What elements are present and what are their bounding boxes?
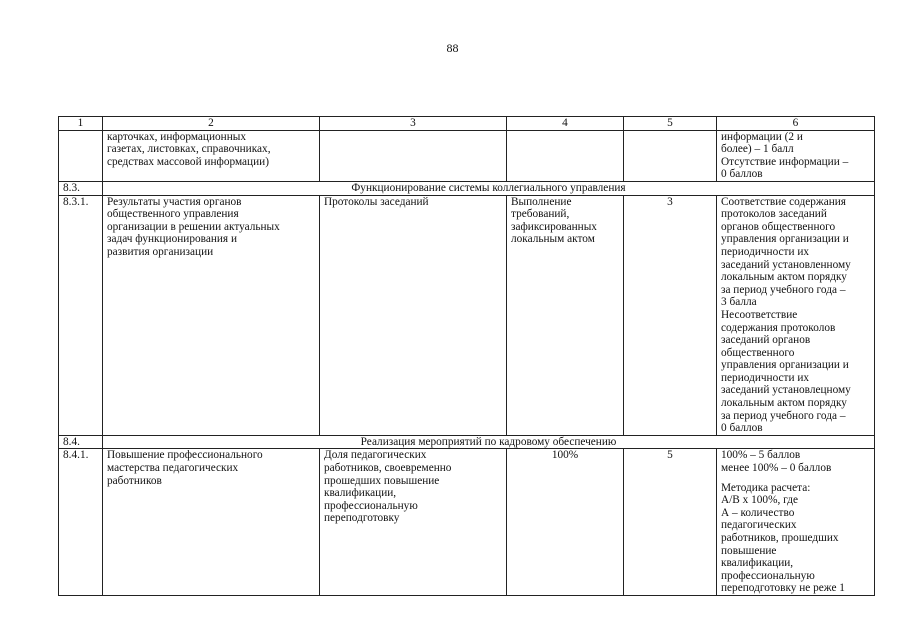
row-max-score: 3 <box>624 195 717 435</box>
header-col-1: 1 <box>59 117 103 131</box>
header-col-3: 3 <box>320 117 507 131</box>
table-row-8-4-1 <box>59 449 875 596</box>
section-number: 8.3. <box>59 181 103 195</box>
section-number: 8.4. <box>59 435 103 449</box>
continuation-indicator: карточках, информационных газетах, листовках, справочниках, средствах массовой информации) <box>103 130 320 181</box>
header-col-5: 5 <box>624 117 717 131</box>
row-number: 8.4.1. <box>59 449 103 596</box>
row-source: Протоколы заседаний <box>320 195 507 435</box>
row-criterion: Выполнение требований, зафиксированных локальным актом <box>507 195 624 435</box>
page-number: 88 <box>446 41 459 55</box>
section-title: Реализация мероприятий по кадровому обеспечению <box>103 435 875 449</box>
row-indicator: Результаты участия органов общественного управления организации в решении актуальных задач функционирования и развития организации <box>103 195 320 435</box>
scoring-method: Методика расчета: А/В х 100%, где А – количество педагогических работников, прошедших повышение квалификации, профессиональную переподготовку не реже 1 <box>721 481 845 595</box>
section-row-8-3 <box>59 181 875 195</box>
row-criterion: 100% <box>507 449 624 596</box>
row-source: Доля педагогических работников, своевременно прошедших повышение квалификации, профессиональную переподготовку <box>320 449 507 596</box>
header-row <box>59 117 875 131</box>
section-title: Функционирование системы коллегиального управления <box>103 181 875 195</box>
row-scoring: Соответствие содержания протоколов заседаний органов общественного управления организации и периодичности их заседаний установленному локальным актом порядку за период учебного года – 3 балла Несоответствие содержания протоколов заседаний органов общественного управления организации и периодичности их заседаний установлецному локальным актом порядку за период учебного года – 0 баллов <box>717 195 875 435</box>
section-row-8-4 <box>59 435 875 449</box>
continuation-row <box>59 130 875 181</box>
row-indicator: Повышение профессионального мастерства педагогических работников <box>103 449 320 596</box>
header-col-6: 6 <box>717 117 875 131</box>
scoring-rule: 100% – 5 баллов менее 100% – 0 баллов <box>721 449 832 475</box>
row-max-score: 5 <box>624 449 717 596</box>
header-col-4: 4 <box>507 117 624 131</box>
continuation-scoring: информации (2 и более) – 1 балл Отсутствие информации – 0 баллов <box>717 130 875 181</box>
header-col-2: 2 <box>103 117 320 131</box>
table-row-8-3-1 <box>59 195 875 435</box>
row-scoring <box>717 449 875 596</box>
row-number: 8.3.1. <box>59 195 103 435</box>
criteria-table <box>58 116 875 596</box>
